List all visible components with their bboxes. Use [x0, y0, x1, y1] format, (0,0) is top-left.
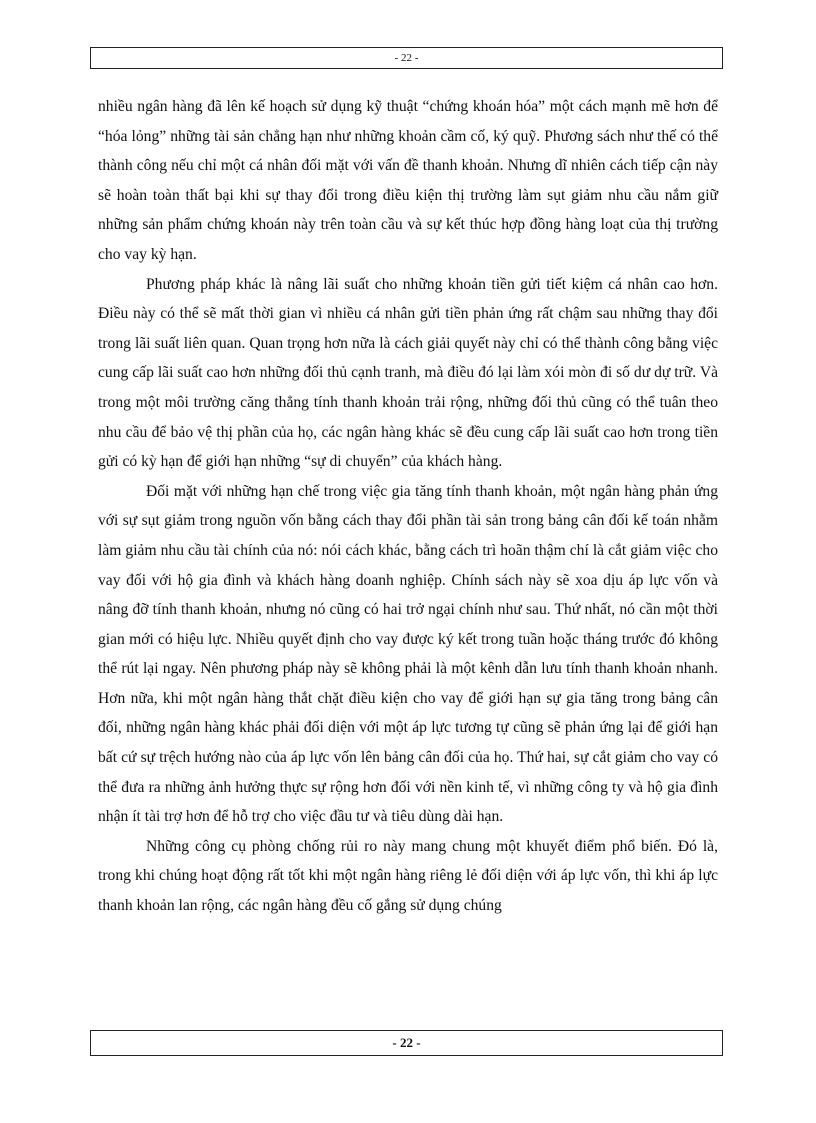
- footer-page-number: - 22 -: [392, 1035, 421, 1050]
- header-page-number: - 22 -: [394, 52, 419, 64]
- page-header-box: [90, 47, 723, 69]
- paragraph-lending-cut: Đối mặt với những hạn chế trong việc gia tăng tính thanh khoản, một ngân hàng phản ứng với sự sụt giảm trong nguồn vốn bằng cách thay đổi phần tài sản trong bảng cân đối kế toán nhằm làm giảm nhu cầu tài chính của nó: nói cách khác, bằng cách trì hoãn thậm chí là cắt giảm việc cho vay đối với hộ gia đình và khách hàng doanh nghiệp. Chính sách này sẽ xoa dịu áp lực vốn và nâng đỡ tính thanh khoản, nhưng nó cũng có hai trở ngại chính như sau. Thứ nhất, nó cần một thời gian mới có hiệu lực. Nhiều quyết định cho vay được ký kết trong tuần hoặc tháng trước đó không thể rút lại ngay. Nên phương pháp này sẽ không phải là một kênh dẫn lưu tính thanh khoản nhanh. Hơn nữa, khi một ngân hàng thắt chặt điều kiện cho vay để giới hạn sự gia tăng trong bảng cân đối, những ngân hàng khác phải đối diện với một áp lực tương tự cũng sẽ phản ứng lại để giới hạn bất cứ sự trệch hướng nào của áp lực vốn lên bảng cân đối của họ. Thứ hai, sự cắt giảm cho vay có thể đưa ra những ảnh hưởng thực sự rộng hơn đối với nền kinh tế, vì những công ty và hộ gia đình nhận ít tài trợ hơn để hỗ trợ cho việc đầu tư và tiêu dùng dài hạn.: [98, 482, 718, 826]
- paragraph-interest-rate: Phương pháp khác là nâng lãi suất cho những khoản tiền gửi tiết kiệm cá nhân cao hơn. Điều này có thể sẽ mất thời gian vì nhiều cá nhân gửi tiền phản ứng rất chậm sau những thay đổi trong lãi suất liên quan. Quan trọng hơn nữa là cách giải quyết này chỉ có thể thành công bằng việc cung cấp lãi suất cao hơn những đối thủ cạnh tranh, mà điều đó lại làm xói mòn đi số dư dự trữ. Và trong một môi trường căng thẳng tính thanh khoản trải rộng, những đối thủ cũng có thể tuân theo nhu cầu để bảo vệ thị phần của họ, các ngân hàng khác sẽ đều cung cấp lãi suất cao hơn trong tiền gửi có kỳ hạn để giới hạn những “sự di chuyển” của khách hàng.: [98, 275, 718, 471]
- page-footer-box: [90, 1030, 723, 1056]
- document-body: [98, 92, 718, 921]
- paragraph-continuation: nhiều ngân hàng đã lên kế hoạch sử dụng kỹ thuật “chứng khoán hóa” một cách mạnh mẽ hơn để “hóa lỏng” những tài sản chẳng hạn như những khoản cầm cố, ký quỹ. Phương sách như thế có thể thành công nếu chỉ một cá nhân đối mặt với vấn đề thanh khoản. Nhưng dĩ nhiên cách tiếp cận này sẽ hoàn toàn thất bại khi sự thay đổi trong điều kiện thị trường làm sụt giảm nhu cầu nắm giữ những sản phẩm chứng khoán này trên toàn cầu và sự kết thúc hợp đồng hàng loạt của thị trường cho vay kỳ hạn.: [98, 98, 718, 263]
- paragraph-common-weakness: Những công cụ phòng chống rủi ro này mang chung một khuyết điểm phổ biến. Đó là, trong khi chúng hoạt động rất tốt khi một ngân hàng riêng lẻ đối diện với áp lực vốn, thì khi áp lực thanh khoản lan rộng, các ngân hàng đều cố gắng sử dụng chúng: [98, 837, 718, 915]
